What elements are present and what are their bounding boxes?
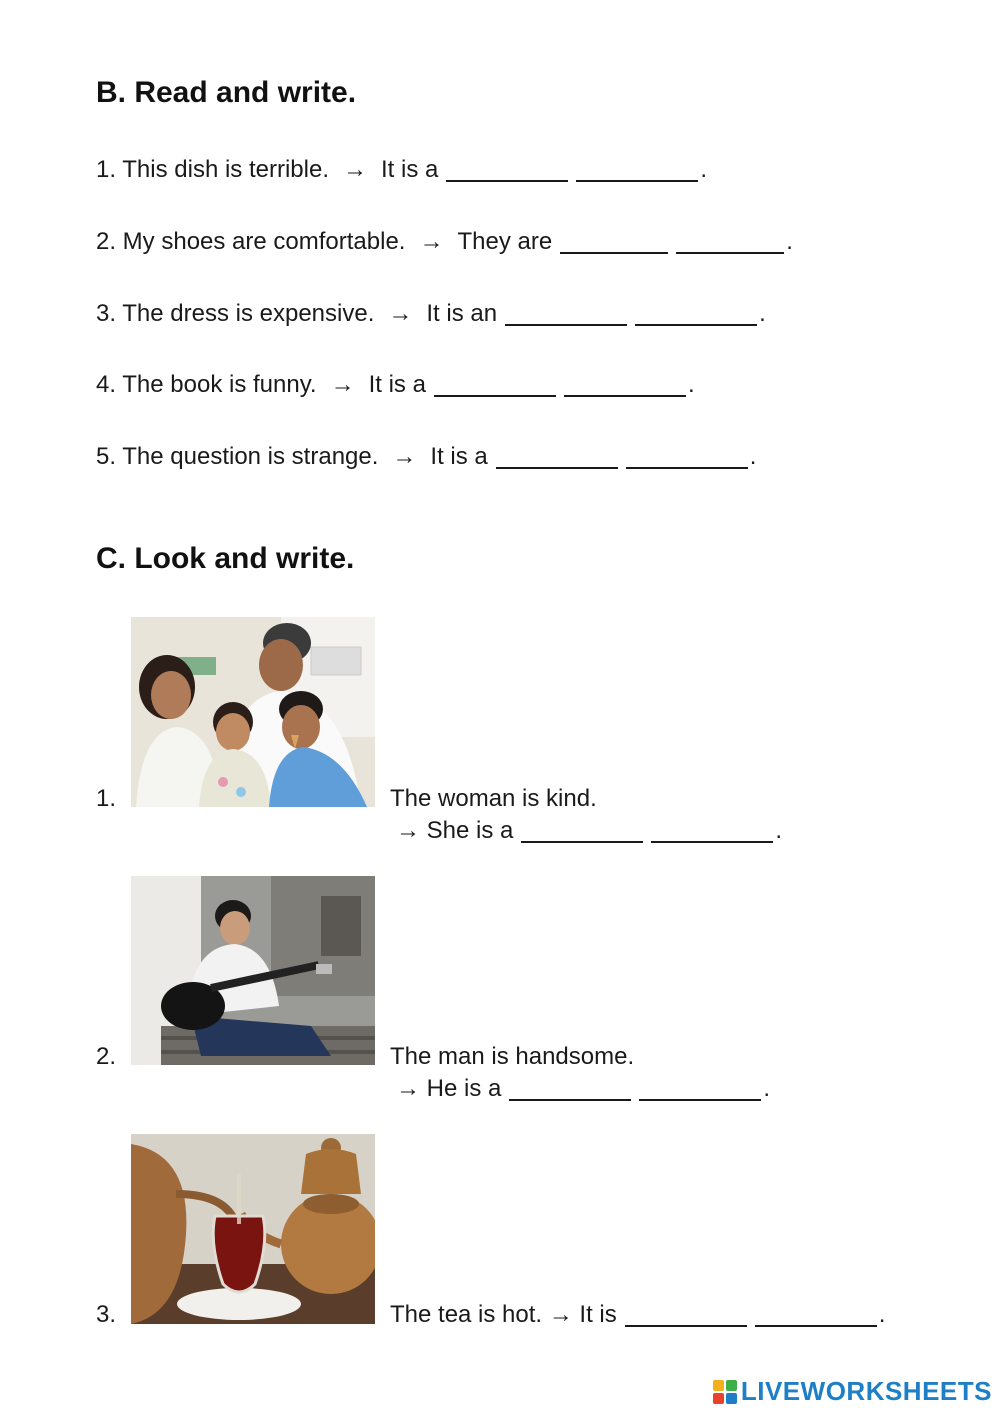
answer-blank-2[interactable] — [626, 443, 748, 469]
exercise-b4 — [96, 371, 695, 399]
section-c-heading: C. Look and write. — [96, 542, 355, 575]
liveworksheets-logo-icon — [713, 1380, 737, 1404]
answer-blank-2[interactable] — [651, 817, 773, 843]
sentence: 3. The dress is expensive. — [96, 300, 375, 327]
guitar-man-photo — [131, 876, 375, 1065]
item-number: 1. — [96, 785, 117, 812]
period: . — [700, 156, 708, 183]
period: . — [763, 1075, 771, 1102]
answer-blank-1[interactable] — [505, 300, 627, 326]
prompt: → He is a — [396, 1075, 502, 1102]
sentence: The man is handsome. — [390, 1043, 635, 1070]
prompt: They are — [457, 228, 553, 255]
period: . — [749, 443, 757, 470]
sentence: 5. The question is strange. — [96, 443, 379, 470]
sentence: 4. The book is funny. — [96, 371, 317, 398]
sentence: 2. My shoes are comfortable. — [96, 228, 406, 255]
section-b-heading: B. Read and write. — [96, 76, 357, 109]
period: . — [878, 1301, 886, 1328]
answer-blank-2[interactable] — [635, 300, 757, 326]
answer-blank-1[interactable] — [434, 371, 556, 397]
exercise-b1 — [96, 156, 707, 184]
sentence: The tea is hot. → It is — [390, 1301, 617, 1328]
answer-line — [396, 817, 782, 845]
arrow-icon: → — [392, 443, 417, 470]
period: . — [759, 300, 766, 327]
arrow-icon: → — [330, 371, 355, 398]
liveworksheets-logo — [713, 1376, 992, 1407]
period: . — [687, 371, 695, 398]
exercise-b2 — [96, 228, 793, 256]
answer-blank-1[interactable] — [509, 1075, 631, 1101]
answer-blank-2[interactable] — [639, 1075, 761, 1101]
answer-line — [396, 1075, 770, 1103]
prompt: → She is a — [396, 817, 514, 844]
answer-blank-1[interactable] — [560, 228, 668, 254]
answer-blank-1[interactable] — [521, 817, 643, 843]
arrow-icon: → — [388, 300, 413, 327]
answer-blank-1[interactable] — [625, 1301, 747, 1327]
family-photo — [131, 617, 375, 807]
period: . — [775, 817, 783, 844]
answer-blank-1[interactable] — [496, 443, 618, 469]
prompt: It is a — [380, 156, 439, 183]
answer-blank-1[interactable] — [446, 156, 568, 182]
prompt: It is an — [426, 300, 498, 327]
exercise-b5 — [96, 443, 756, 471]
exercise-b3 — [96, 300, 766, 328]
brand-text: LIVEWORKSHEETS — [740, 1376, 992, 1406]
period: . — [786, 228, 793, 255]
tea-photo — [131, 1134, 375, 1324]
item-number: 2. — [96, 1043, 117, 1070]
answer-blank-2[interactable] — [564, 371, 686, 397]
answer-blank-2[interactable] — [576, 156, 698, 182]
prompt: It is a — [368, 371, 426, 398]
item-number: 3. — [96, 1301, 117, 1328]
sentence: The woman is kind. — [390, 785, 597, 812]
arrow-icon: → — [342, 156, 367, 183]
arrow-icon: → — [419, 228, 444, 255]
answer-blank-2[interactable] — [755, 1301, 877, 1327]
answer-blank-2[interactable] — [676, 228, 784, 254]
sentence-line — [390, 1301, 885, 1329]
sentence: 1. This dish is terrible. — [96, 156, 329, 183]
prompt: It is a — [430, 443, 488, 470]
